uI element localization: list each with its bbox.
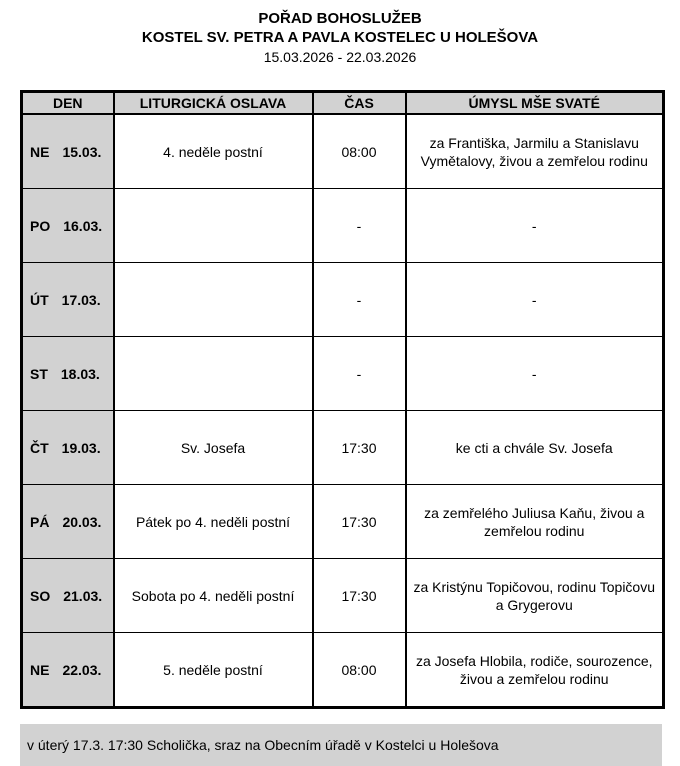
celebration-cell: 4. neděle postní [114,114,313,189]
day-date: 21.03. [63,587,103,604]
table-row [22,633,664,708]
celebration-cell [114,337,313,411]
table-row [22,337,664,411]
table-row [22,485,664,559]
celebration-cell: Pátek po 4. neděli postní [114,485,313,559]
column-header-cas: ČAS [313,92,406,115]
day-abbr: SO [30,587,51,604]
table-row [22,114,664,189]
day-cell [22,633,114,708]
day-date: 15.03. [62,143,102,160]
intention-cell: za Kristýnu Topičovou, rodinu Topičovu a Grygerovu [406,559,664,633]
day-cell [22,189,114,263]
day-abbr: NE [30,143,50,160]
day-cell [22,263,114,337]
column-header-liturgicka-oslava: LITURGICKÁ OSLAVA [114,92,313,115]
table-row [22,189,664,263]
table-row [22,411,664,485]
time-cell: 08:00 [313,633,406,708]
document-header [0,0,680,67]
column-header-umysl: ÚMYSL MŠE SVATÉ [406,92,664,115]
column-header-den: DEN [22,92,114,115]
intention-cell: - [406,189,664,263]
celebration-cell: 5. neděle postní [114,633,313,708]
time-cell: - [313,337,406,411]
footer-note-text: v úterý 17.3. 17:30 Scholička, sraz na Obecním úřadě v Kostelci u Holešova [27,737,499,753]
intention-cell: za zemřelého Juliusa Kaňu, živou a zemřelou rodinu [406,485,664,559]
celebration-cell: Sv. Josefa [114,411,313,485]
day-date: 18.03. [60,365,100,382]
intention-cell: - [406,337,664,411]
day-date: 20.03. [62,513,102,530]
time-cell: - [313,263,406,337]
table-row [22,559,664,633]
time-cell: - [313,189,406,263]
day-cell [22,559,114,633]
table-header-row [22,92,664,115]
day-cell [22,114,114,189]
day-cell [22,411,114,485]
day-abbr: ST [30,365,48,382]
day-abbr: NE [30,661,50,678]
table-row [22,263,664,337]
intention-cell: za Josefa Hlobila, rodiče, sourozence, živou a zemřelou rodinu [406,633,664,708]
page-title: POŘAD BOHOSLUŽEB [258,10,422,27]
day-cell [22,337,114,411]
day-abbr: ČT [30,439,49,456]
day-abbr: PÁ [30,513,50,530]
footer-note-bar [20,724,662,766]
time-cell: 17:30 [313,485,406,559]
time-cell: 17:30 [313,411,406,485]
date-range: 15.03.2026 - 22.03.2026 [263,49,417,65]
day-abbr: ÚT [30,291,49,308]
day-abbr: PO [30,217,51,234]
day-cell [22,485,114,559]
day-date: 16.03. [63,217,103,234]
celebration-cell [114,189,313,263]
day-date: 17.03. [61,291,101,308]
intention-cell: ke cti a chvále Sv. Josefa [406,411,664,485]
celebration-cell [114,263,313,337]
celebration-cell: Sobota po 4. neděli postní [114,559,313,633]
schedule-table [20,90,665,709]
day-date: 22.03. [62,661,102,678]
intention-cell: - [406,263,664,337]
time-cell: 17:30 [313,559,406,633]
time-cell: 08:00 [313,114,406,189]
intention-cell: za Františka, Jarmilu a Stanislavu Vymětalovy, živou a zemřelou rodinu [406,114,664,189]
day-date: 19.03. [61,439,101,456]
church-name: KOSTEL SV. PETRA A PAVLA KOSTELEC U HOLEŠOVA [141,29,539,46]
